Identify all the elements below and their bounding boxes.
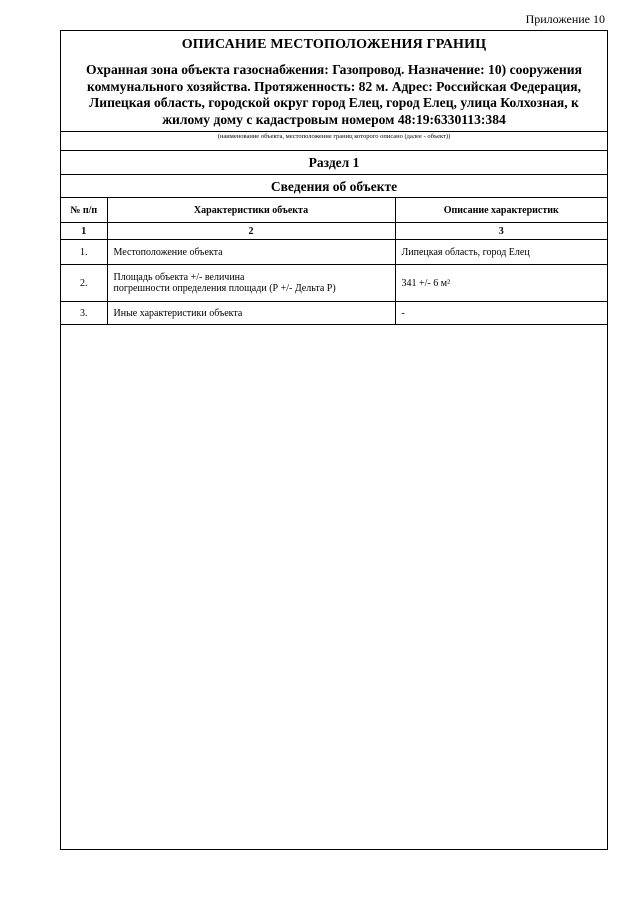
object-description-line: Охранная зона объекта газоснабжения: Газопровод. Назначение: 10) сооружения [86,62,582,77]
column-number: 1 [61,223,107,240]
row-characteristic [107,302,395,325]
object-description-line: жилому дому с кадастровым номером 48:19:6330113:384 [162,111,506,127]
row-number: 2. [61,265,107,302]
table-row [61,265,607,302]
info-title: Сведения об объекте [61,175,607,198]
header-description: Описание характеристик [395,198,607,223]
row-description: - [395,302,607,325]
title-block [61,31,607,132]
row-characteristic-line: Местоположение объекта [113,246,223,258]
header-characteristic: Характеристики объекта [107,198,395,223]
object-caption: (наименование объекта, местоположение границ которого описано (далее - объект)) [61,132,607,151]
object-description [67,62,601,128]
header-number: № п/п [61,198,107,223]
row-characteristic-line: погрешности определения площади (Р +/- Дельта Р) [113,283,336,294]
row-characteristic [107,265,395,302]
column-number: 3 [395,223,607,240]
document-title: ОПИСАНИЕ МЕСТОПОЛОЖЕНИЯ ГРАНИЦ [181,37,487,52]
row-number: 1. [61,240,107,265]
appendix-label: Приложение 10 [525,12,605,26]
object-description-line: Липецкая область, городской округ город Елец, город Елец, улица Колхозная, к [89,95,579,110]
document-frame [60,30,608,850]
table-header-row [61,198,607,223]
section-title: Раздел 1 [61,151,607,175]
row-characteristic [107,240,395,265]
row-characteristic-line: Иные характеристики объекта [113,307,243,319]
object-attributes-table [61,198,607,325]
column-number: 2 [107,223,395,240]
row-number: 3. [61,302,107,325]
row-description: Липецкая область, город Елец [395,240,607,265]
column-number-row [61,223,607,240]
table-row [61,302,607,325]
row-characteristic-line: Площадь объекта +/- величина [113,272,245,283]
object-description-line: коммунального хозяйства. Протяженность: 82 м. Адрес: Российская Федерация, [86,78,582,94]
row-description: 341 +/- 6 м² [395,265,607,302]
table-row [61,240,607,265]
